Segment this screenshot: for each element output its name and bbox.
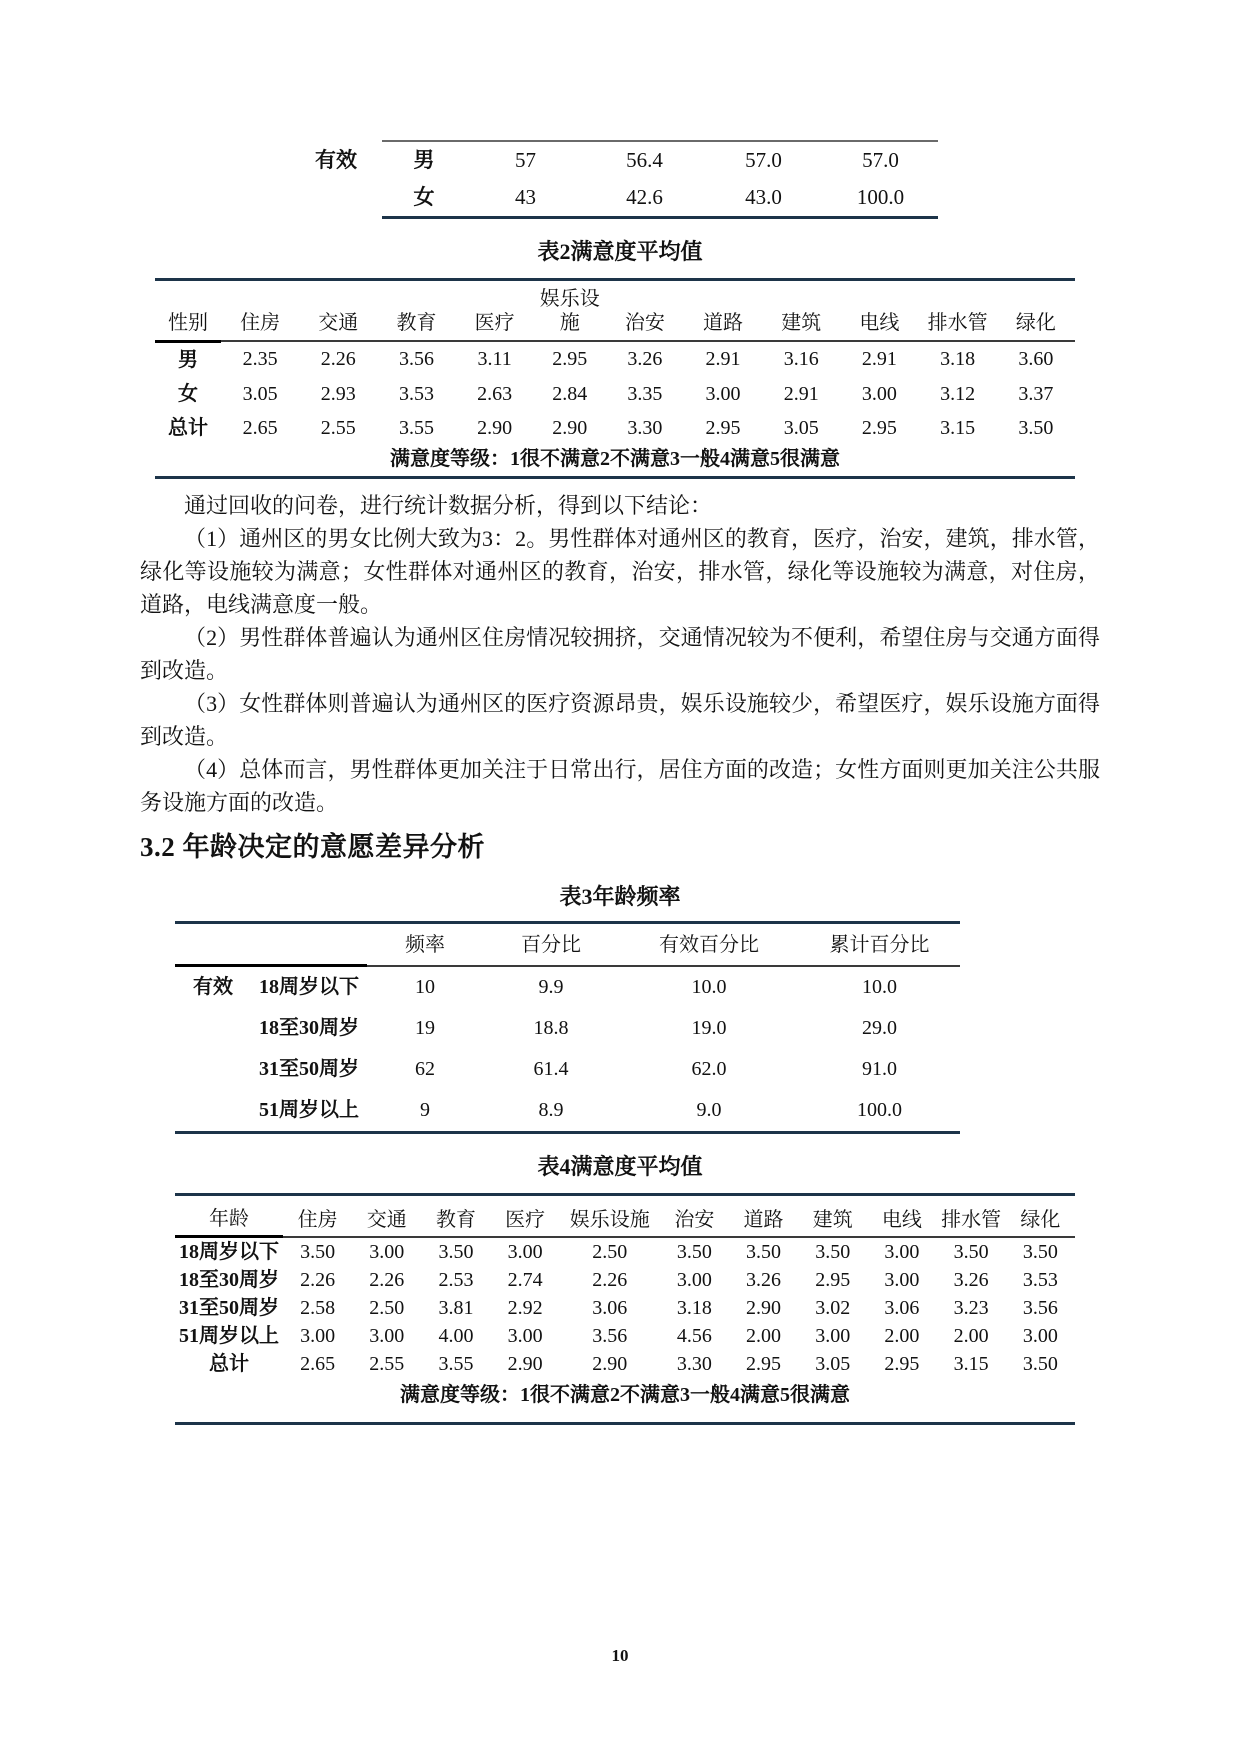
table-cell: 3.16 (783, 348, 819, 371)
table-cell: 2.58 (300, 1297, 336, 1319)
table-cell: 3.00 (861, 382, 897, 405)
table-cell: 3.00 (507, 1240, 543, 1263)
column-header (251, 922, 367, 966)
header-row (175, 922, 960, 966)
table-cell: 61.4 (533, 1058, 569, 1080)
table-cell: 10.0 (691, 975, 727, 998)
table-cell: 3.81 (438, 1297, 474, 1319)
table4-satisfaction-by-age (175, 1193, 1075, 1425)
table-note: 满意度等级：1很不满意2不满意3一般4满意5很满意 (400, 1384, 850, 1406)
table-cell: 29.0 (862, 1017, 897, 1039)
row-label: 51周岁以上 (179, 1325, 279, 1347)
section-heading: 3.2 年龄决定的意愿差异分析 (140, 831, 485, 862)
table-cell: 18.8 (533, 1017, 569, 1039)
table-row (175, 1266, 1075, 1294)
table-cell: 3.00 (1022, 1325, 1058, 1347)
table2-satisfaction-by-gender (155, 278, 1075, 479)
table-row (155, 377, 1075, 411)
row-label: 31至50周岁 (179, 1297, 279, 1319)
table-cell: 62.0 (691, 1058, 727, 1080)
table-cell: 2.50 (369, 1297, 405, 1319)
table-cell: 3.15 (953, 1353, 989, 1375)
row-group (175, 1008, 251, 1049)
row-label: 总计 (168, 416, 208, 439)
table-cell: 3.26 (627, 348, 663, 371)
table-cell: 3.00 (369, 1240, 405, 1263)
column-header: 累计百分比 (799, 922, 960, 966)
paragraph: （2）男性群体普遍认为通州区住房情况较拥挤，交通情况较为不便利，希望住房与交通方面得到改造。 (140, 624, 1100, 683)
table-cell: 3.11 (477, 348, 512, 371)
table-cell: 4.00 (438, 1325, 474, 1347)
table-cell: 2.91 (705, 348, 741, 371)
table-cell: 2.00 (884, 1325, 920, 1347)
table-cell: 3.30 (627, 416, 663, 439)
column-header: 频率 (367, 922, 483, 966)
column-header: 道路 (729, 1195, 798, 1237)
column-header: 百分比 (483, 922, 619, 966)
table-cell: 3.00 (884, 1269, 920, 1291)
table-cell: 3.50 (1018, 416, 1054, 439)
table-cell: 2.95 (884, 1353, 920, 1375)
table-cell: 2.91 (783, 382, 819, 405)
table-cell: 3.56 (1022, 1297, 1058, 1319)
table-row (175, 1090, 960, 1133)
header-row (155, 280, 1075, 342)
table-cell: 10 (415, 975, 435, 998)
table-cell: 100.0 (857, 1099, 902, 1121)
table-cell: 3.00 (369, 1325, 405, 1347)
table-row (175, 1049, 960, 1090)
table3-age-frequency (175, 921, 960, 1135)
row-label: 女 (178, 382, 198, 405)
row-group: 有效 (193, 976, 233, 998)
table-cell: 3.53 (1022, 1269, 1058, 1291)
table-cell: 3.00 (815, 1325, 851, 1347)
table3-title: 表3年龄频率 (559, 883, 681, 909)
table-cell: 3.50 (676, 1240, 712, 1263)
column-header: 建筑 (762, 280, 840, 342)
table-cell: 3.50 (438, 1240, 474, 1263)
table-cell: 3.56 (398, 348, 434, 371)
table-cell: 3.15 (940, 416, 976, 439)
column-header: 交通 (352, 1195, 421, 1237)
row-label: 男 (382, 141, 466, 179)
table-row (175, 966, 960, 1009)
table-cell: 56.4 (585, 141, 704, 179)
column-header: 交通 (299, 280, 377, 342)
row-label: 51周岁以上 (259, 1099, 359, 1121)
table-cell: 3.00 (507, 1325, 543, 1347)
column-header: 性别 (155, 280, 221, 342)
table-cell: 42.6 (585, 179, 704, 218)
table-cell: 2.90 (552, 416, 588, 439)
table-cell: 19.0 (691, 1017, 727, 1039)
table-cell: 4.56 (676, 1325, 712, 1347)
column-header: 医疗 (456, 280, 534, 342)
table-note: 满意度等级：1很不满意2不满意3一般4满意5很满意 (390, 447, 840, 470)
table-cell: 2.95 (552, 348, 588, 371)
table-cell: 2.90 (746, 1297, 782, 1319)
table-cell: 57 (466, 141, 585, 179)
table-cell: 3.05 (783, 416, 819, 439)
column-header: 医疗 (491, 1195, 560, 1237)
table-cell: 10.0 (862, 975, 897, 998)
column-header: 电线 (867, 1195, 936, 1237)
table4-title: 表4满意度平均值 (537, 1154, 703, 1179)
table-cell: 2.95 (815, 1269, 851, 1291)
column-header: 治安 (660, 1195, 729, 1237)
table-cell: 2.55 (320, 416, 356, 439)
column-header: 年龄 (175, 1195, 283, 1237)
table-row (175, 1350, 1075, 1378)
column-header: 排水管 (937, 1195, 1006, 1237)
row-group (290, 179, 382, 218)
table-cell: 3.06 (592, 1297, 628, 1319)
column-header (175, 922, 251, 966)
table-row (175, 1237, 1075, 1267)
table-cell: 3.02 (815, 1297, 851, 1319)
table-cell: 2.95 (746, 1353, 782, 1375)
table-cell: 3.60 (1018, 348, 1054, 371)
table-cell: 3.05 (242, 382, 278, 405)
row-label: 18周岁以下 (259, 976, 359, 998)
table-cell: 3.55 (398, 416, 434, 439)
column-header: 绿化 (1006, 1195, 1075, 1237)
table-cell: 2.26 (369, 1269, 405, 1291)
table-cell: 2.35 (242, 348, 278, 371)
row-group (175, 1049, 251, 1090)
paragraph: （3）女性群体则普遍认为通州区的医疗资源昂贵，娱乐设施较少，希望医疗，娱乐设施方面得到改造。 (140, 690, 1100, 749)
column-header: 住房 (283, 1195, 352, 1237)
table-cell: 57.0 (704, 141, 823, 179)
table2-title: 表2满意度平均值 (537, 239, 703, 264)
column-header: 排水管 (919, 280, 997, 342)
table-row (290, 141, 938, 179)
column-header: 治安 (606, 280, 684, 342)
column-header: 有效百分比 (619, 922, 799, 966)
paragraph: （1）通州区的男女比例大致为3：2。男性群体对通州区的教育，医疗，治安，建筑，排水管，绿化等设施较为满意；女性群体对通州区的教育，治安，排水管，绿化等设施较为满意，对住房，道路，电线满意度一般。 (140, 525, 1100, 617)
table-cell: 2.00 (746, 1325, 782, 1347)
table-cell: 3.35 (627, 382, 663, 405)
table-cell: 2.53 (438, 1269, 474, 1291)
page-number: 10 (611, 1646, 629, 1665)
table-cell: 43 (466, 179, 585, 218)
row-label: 18至30周岁 (259, 1017, 359, 1039)
table-cell: 3.00 (884, 1240, 920, 1263)
column-header: 道路 (684, 280, 762, 342)
table-cell: 2.84 (552, 382, 588, 405)
table-cell: 2.00 (953, 1325, 989, 1347)
table-cell: 100.0 (823, 179, 938, 218)
table-cell: 3.06 (884, 1297, 920, 1319)
table-cell: 2.90 (592, 1353, 628, 1375)
table-cell: 3.18 (940, 348, 976, 371)
table-cell: 3.00 (705, 382, 741, 405)
table-cell: 3.18 (676, 1297, 712, 1319)
column-header: 娱乐设施 (560, 1195, 660, 1237)
table-cell: 2.95 (861, 416, 897, 439)
table-row (155, 411, 1075, 445)
table-cell: 2.26 (320, 348, 356, 371)
table-note-row (175, 1378, 1075, 1424)
row-label: 18周岁以下 (179, 1241, 279, 1263)
table-cell: 2.95 (705, 416, 741, 439)
table-cell: 3.56 (592, 1325, 628, 1347)
table-cell: 3.50 (953, 1240, 989, 1263)
table-cell: 3.53 (398, 382, 434, 405)
table-cell: 3.50 (300, 1240, 336, 1263)
table-cell: 91.0 (862, 1058, 897, 1080)
row-label: 男 (178, 348, 198, 371)
row-label: 31至50周岁 (259, 1058, 359, 1080)
table-row (175, 1294, 1075, 1322)
table-cell: 43.0 (704, 179, 823, 218)
row-label: 女 (382, 179, 466, 218)
column-header: 电线 (840, 280, 918, 342)
row-label: 18至30周岁 (179, 1269, 279, 1291)
table-row (155, 341, 1075, 377)
table-cell: 9.0 (696, 1099, 722, 1121)
table-cell: 3.23 (953, 1297, 989, 1319)
table-cell: 3.05 (815, 1353, 851, 1375)
table-cell: 3.50 (1022, 1353, 1058, 1375)
table-cell: 3.26 (953, 1269, 989, 1291)
table1-gender-frequency-continued (290, 140, 938, 219)
table-cell: 3.50 (746, 1240, 782, 1263)
table-cell: 3.55 (438, 1353, 474, 1375)
table-cell: 2.93 (320, 382, 356, 405)
conclusions (140, 489, 1100, 819)
table-row (290, 179, 938, 218)
table-cell: 2.91 (861, 348, 897, 371)
table-cell: 9 (420, 1099, 430, 1121)
header-row (175, 1195, 1075, 1237)
column-header: 住房 (221, 280, 299, 342)
table-note-row (155, 445, 1075, 478)
column-header: 建筑 (798, 1195, 867, 1237)
table-cell: 3.30 (676, 1353, 712, 1375)
column-header: 教育 (377, 280, 455, 342)
table-cell: 2.65 (242, 416, 278, 439)
column-header: 绿化 (997, 280, 1075, 342)
table-row (175, 1322, 1075, 1350)
table-cell: 3.12 (940, 382, 976, 405)
row-group: 有效 (315, 147, 357, 172)
row-group (175, 1090, 251, 1133)
table-cell: 3.26 (746, 1269, 782, 1291)
table-cell: 2.92 (507, 1297, 543, 1319)
table-cell: 62 (415, 1058, 435, 1080)
column-header: 娱乐设施 (534, 280, 606, 342)
table-cell: 2.50 (592, 1240, 628, 1263)
paragraph: （4）总体而言，男性群体更加关注于日常出行，居住方面的改造；女性方面则更加关注公共服务设施方面的改造。 (140, 756, 1100, 815)
table-cell: 2.26 (592, 1269, 628, 1291)
table-cell: 3.37 (1018, 382, 1054, 405)
table-cell: 3.50 (1022, 1240, 1058, 1263)
table-cell: 2.74 (507, 1269, 543, 1291)
table-cell: 2.63 (477, 382, 513, 405)
table-cell: 2.90 (477, 416, 513, 439)
table-cell: 9.9 (538, 975, 564, 998)
table-cell: 2.26 (300, 1269, 336, 1291)
table-cell: 3.00 (676, 1269, 712, 1291)
table-cell: 3.00 (300, 1325, 336, 1347)
table-cell: 2.65 (300, 1353, 336, 1375)
table-cell: 8.9 (538, 1099, 564, 1121)
table-cell: 3.50 (815, 1240, 851, 1263)
paragraph: 通过回收的问卷，进行统计数据分析，得到以下结论： (184, 492, 713, 518)
table-cell: 57.0 (823, 141, 938, 179)
table-cell: 2.90 (507, 1353, 543, 1375)
row-label: 总计 (209, 1353, 249, 1375)
column-header: 教育 (421, 1195, 490, 1237)
table-cell: 19 (415, 1017, 435, 1039)
table-cell: 2.55 (369, 1353, 405, 1375)
table-row (175, 1008, 960, 1049)
